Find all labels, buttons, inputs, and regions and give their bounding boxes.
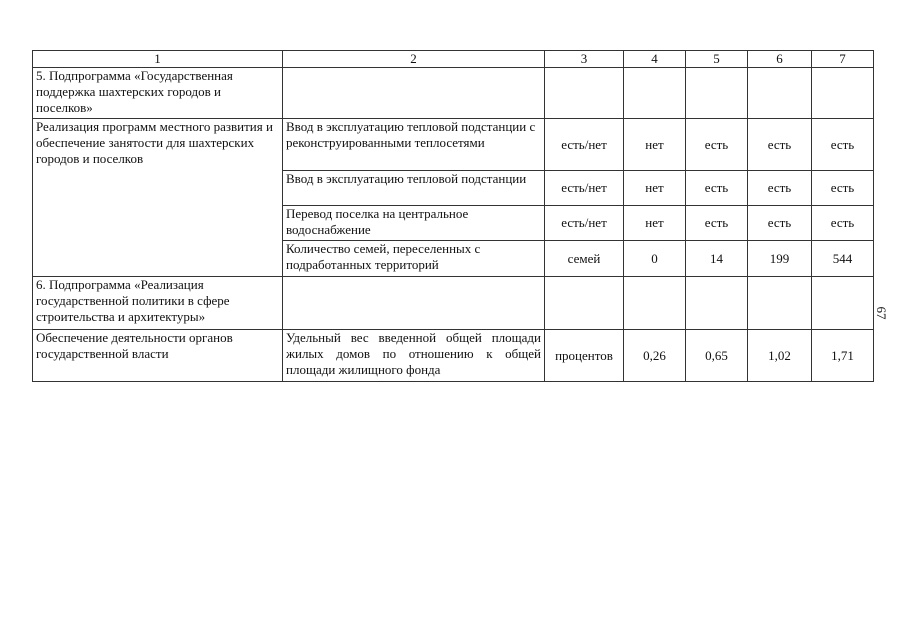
table-row	[33, 330, 874, 382]
header-cell: 4	[624, 51, 686, 68]
indicator-cell: Перевод поселка на центральное водоснабжение	[283, 206, 545, 241]
header-cell: 5	[686, 51, 748, 68]
value-cell: 1,71	[812, 330, 874, 382]
header-row	[33, 51, 874, 68]
value-cell: есть	[748, 206, 812, 241]
section5-title: 5. Подпрограмма «Государственная поддержка шахтерских городов и поселков»	[33, 68, 283, 119]
section5-activity: Реализация программ местного развития и обеспечение занятости для шахтерских городов и поселков	[33, 119, 283, 277]
indicators-table	[32, 50, 874, 382]
value-cell: 0	[624, 241, 686, 277]
value-cell: есть	[686, 206, 748, 241]
header-cell: 1	[33, 51, 283, 68]
indicator-cell: Количество семей, переселенных с подработанных территорий	[283, 241, 545, 277]
header-cell: 7	[812, 51, 874, 68]
value-cell: есть	[686, 171, 748, 206]
value-cell: 0,65	[686, 330, 748, 382]
value-cell: есть	[812, 119, 874, 171]
indicator-cell: Ввод в эксплуатацию тепловой подстанции	[283, 171, 545, 206]
header-cell: 2	[283, 51, 545, 68]
value-cell: есть	[686, 119, 748, 171]
indicator-cell: Ввод в эксплуатацию тепловой подстанции с реконструированными теплосетями	[283, 119, 545, 171]
page-number: 67	[874, 306, 889, 320]
header-cell: 3	[545, 51, 624, 68]
header-cell: 6	[748, 51, 812, 68]
value-cell: 0,26	[624, 330, 686, 382]
value-cell: нет	[624, 206, 686, 241]
unit-cell: процентов	[545, 330, 624, 382]
table-row	[33, 119, 874, 171]
value-cell: есть	[812, 206, 874, 241]
unit-cell: есть/нет	[545, 119, 624, 171]
section6-activity: Обеспечение деятельности органов государственной власти	[33, 330, 283, 382]
value-cell: есть	[812, 171, 874, 206]
value-cell: 544	[812, 241, 874, 277]
value-cell: нет	[624, 171, 686, 206]
value-cell: нет	[624, 119, 686, 171]
unit-cell: есть/нет	[545, 171, 624, 206]
value-cell: есть	[748, 119, 812, 171]
value-cell: есть	[748, 171, 812, 206]
value-cell: 199	[748, 241, 812, 277]
unit-cell: семей	[545, 241, 624, 277]
indicator-cell: Удельный вес введенной общей площади жилых домов по отношению к общей площади жилищного фонда	[283, 330, 545, 382]
section-title-row	[33, 277, 874, 330]
section6-title: 6. Подпрограмма «Реализация государственной политики в сфере строительства и архитектуры»	[33, 277, 283, 330]
section-title-row	[33, 68, 874, 119]
unit-cell: есть/нет	[545, 206, 624, 241]
value-cell: 14	[686, 241, 748, 277]
value-cell: 1,02	[748, 330, 812, 382]
